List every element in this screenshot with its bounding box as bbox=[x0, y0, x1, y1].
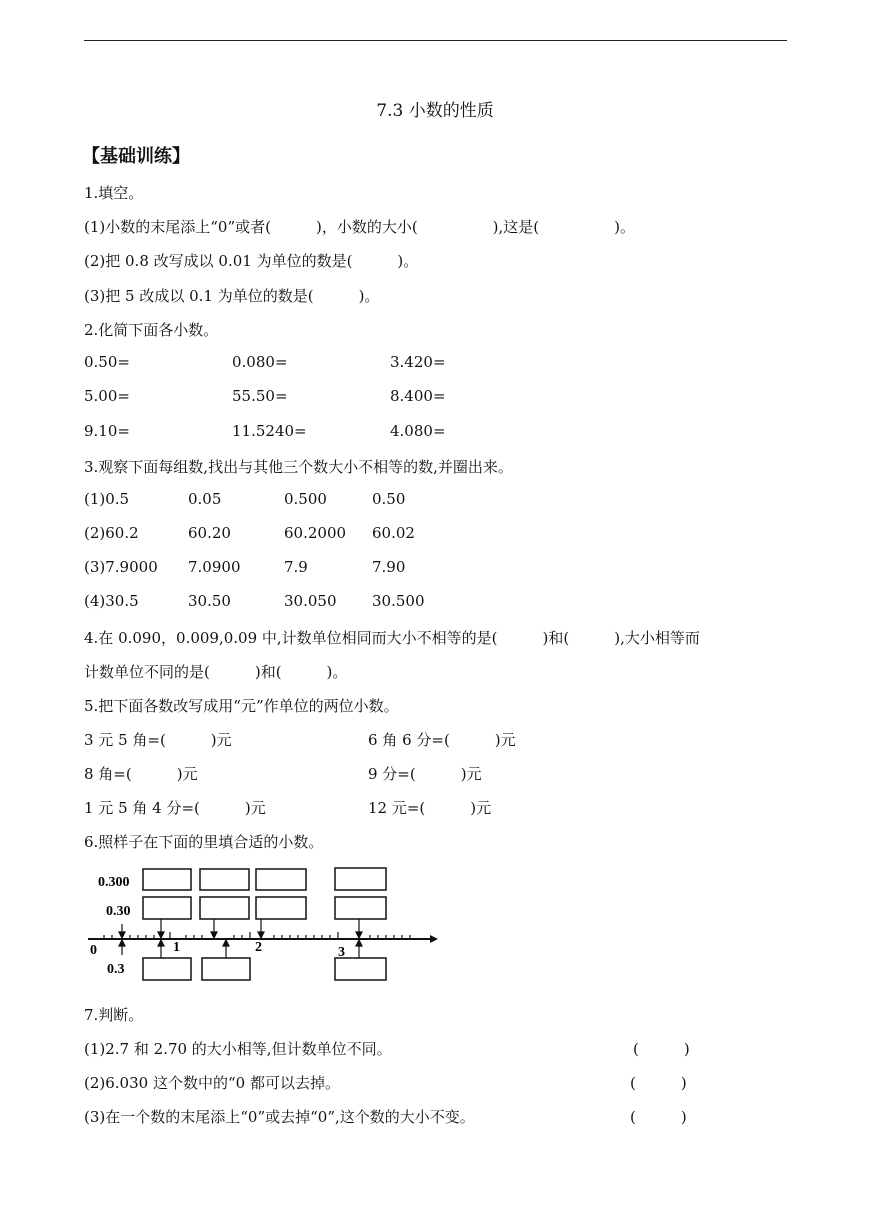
answer-box[interactable] bbox=[335, 958, 386, 980]
label-0-3: 0.3 bbox=[107, 962, 125, 977]
page-title: 7.3 小数的性质 bbox=[376, 101, 494, 121]
answer-box[interactable] bbox=[143, 869, 191, 890]
q1-item-2: (2)把 0.8 改写成以 0.01 为单位的数是( )。 bbox=[84, 252, 419, 270]
axis-ticks bbox=[104, 932, 410, 939]
answer-box[interactable] bbox=[256, 897, 306, 919]
answer-box[interactable] bbox=[335, 868, 386, 890]
q3-cell: 30.050 bbox=[284, 592, 337, 610]
q3-cell: (4)30.5 bbox=[84, 592, 139, 610]
q3-cell: 60.20 bbox=[188, 524, 231, 542]
label-0-300: 0.300 bbox=[98, 875, 130, 890]
q3-cell: 7.0900 bbox=[188, 558, 241, 576]
answer-box[interactable] bbox=[200, 869, 249, 890]
q3-cell: 0.500 bbox=[284, 490, 327, 508]
q3-cell: 60.02 bbox=[372, 524, 415, 542]
q3-heading: 3.观察下面每组数,找出与其他三个数大小不相等的数,并圈出来。 bbox=[84, 458, 513, 476]
tick-label-3: 3 bbox=[338, 945, 345, 960]
axis-arrowhead bbox=[430, 935, 438, 943]
q6-heading: 6.照样子在下面的里填合适的小数。 bbox=[84, 833, 324, 851]
q2-cell: 0.080= bbox=[232, 353, 288, 371]
q4-line-1: 4.在 0.090，0.009,0.09 中,计数单位相同而大小不相等的是( )和( ),大小相等而 bbox=[84, 629, 700, 647]
q1-item-3: (3)把 5 改成以 0.1 为单位的数是( )。 bbox=[84, 287, 380, 305]
q7-item-1: (1)2.7 和 2.70 的大小相等,但计数单位不同。 bbox=[84, 1040, 392, 1058]
answer-box[interactable] bbox=[202, 958, 250, 980]
section-heading: 【基础训练】 bbox=[82, 146, 190, 167]
q7-heading: 7.判断。 bbox=[84, 1006, 144, 1024]
q7-item-3: (3)在一个数的末尾添上“0”或去掉“0”,这个数的大小不变。 bbox=[84, 1108, 475, 1126]
q3-cell: (1)0.5 bbox=[84, 490, 130, 508]
q2-heading: 2.化简下面各小数。 bbox=[84, 321, 219, 339]
q2-cell: 5.00= bbox=[84, 387, 130, 405]
q3-cell: 30.500 bbox=[372, 592, 425, 610]
q4-line-2: 计数单位不同的是( )和( )。 bbox=[84, 663, 348, 681]
q7-item-2: (2)6.030 这个数中的“0 都可以去掉。 bbox=[84, 1074, 340, 1092]
tick-label-0: 0 bbox=[90, 943, 97, 958]
q1-heading: 1.填空。 bbox=[84, 184, 144, 202]
q7-answer-paren[interactable]: ( ) bbox=[630, 1074, 687, 1092]
q3-cell: 7.9 bbox=[284, 558, 308, 576]
tick-label-1: 1 bbox=[173, 940, 180, 955]
number-line-figure bbox=[80, 862, 450, 988]
q3-cell: 0.50 bbox=[372, 490, 406, 508]
q5-cell: 6 角 6 分=( )元 bbox=[368, 731, 516, 749]
q5-cell: 1 元 5 角 4 分=( )元 bbox=[84, 799, 266, 817]
q3-cell: 60.2000 bbox=[284, 524, 347, 542]
q7-answer-paren[interactable]: ( ) bbox=[633, 1040, 690, 1058]
answer-box[interactable] bbox=[335, 897, 386, 919]
q5-cell: 3 元 5 角=( )元 bbox=[84, 731, 232, 749]
q5-cell: 9 分=( )元 bbox=[368, 765, 482, 783]
q5-cell: 8 角=( )元 bbox=[84, 765, 198, 783]
q2-cell: 9.10= bbox=[84, 422, 130, 440]
answer-box[interactable] bbox=[143, 897, 191, 919]
q7-answer-paren[interactable]: ( ) bbox=[630, 1108, 687, 1126]
q2-cell: 4.080= bbox=[390, 422, 446, 440]
q2-cell: 3.420= bbox=[390, 353, 446, 371]
q1-item-1: (1)小数的末尾添上“0”或者( )，小数的大小( ),这是( )。 bbox=[84, 218, 636, 236]
q2-cell: 8.400= bbox=[390, 387, 446, 405]
q2-cell: 55.50= bbox=[232, 387, 288, 405]
answer-box[interactable] bbox=[143, 958, 191, 980]
header-rule bbox=[84, 40, 787, 41]
q2-cell: 11.5240= bbox=[232, 422, 307, 440]
q5-heading: 5.把下面各数改写成用“元”作单位的两位小数。 bbox=[84, 697, 399, 715]
q2-cell: 0.50= bbox=[84, 353, 130, 371]
q5-cell: 12 元=( )元 bbox=[368, 799, 492, 817]
answer-box[interactable] bbox=[200, 897, 249, 919]
tick-label-2: 2 bbox=[255, 940, 262, 955]
q3-cell: 7.90 bbox=[372, 558, 406, 576]
q3-cell: (2)60.2 bbox=[84, 524, 139, 542]
q3-cell: 30.50 bbox=[188, 592, 231, 610]
answer-box[interactable] bbox=[256, 869, 306, 890]
q3-cell: (3)7.9000 bbox=[84, 558, 158, 576]
q3-cell: 0.05 bbox=[188, 490, 222, 508]
label-0-30: 0.30 bbox=[106, 904, 131, 919]
